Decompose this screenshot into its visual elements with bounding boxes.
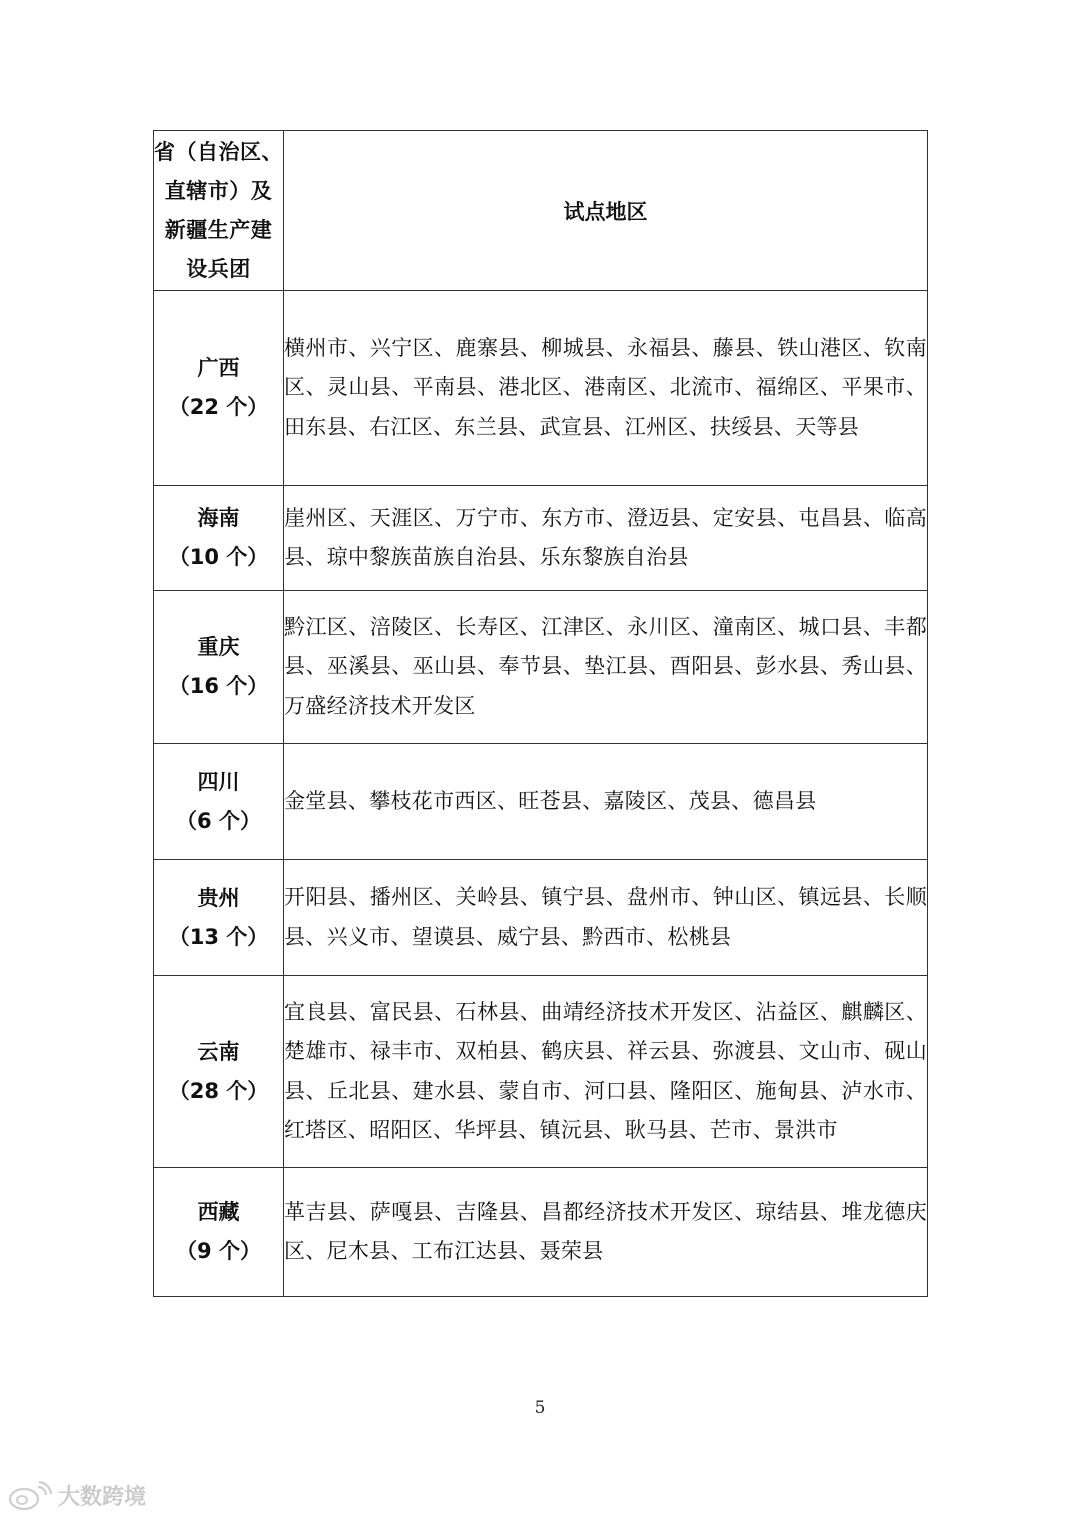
province-cell (154, 860, 284, 976)
province-name: 西藏 (197, 1200, 240, 1224)
pilot-areas-cell: 金堂县、攀枝花市西区、旺苍县、嘉陵区、茂县、德昌县 (284, 744, 928, 860)
area-column-header: 试点地区 (284, 131, 928, 291)
province-count: （13 个） (168, 924, 269, 949)
province-cell (154, 291, 284, 486)
province-cell (154, 591, 284, 744)
province-cell (154, 1168, 284, 1297)
pilot-areas-cell: 开阳县、播州区、关岭县、镇宁县、盘州市、钟山区、镇远县、长顺县、兴义市、望谟县、威宁县、黔西市、松桃县 (284, 860, 928, 976)
province-header-line: 设兵团 (186, 256, 251, 281)
pilot-areas-cell: 宜良县、富民县、石林县、曲靖经济技术开发区、沾益区、麒麟区、楚雄市、禄丰市、双柏县、鹤庆县、祥云县、弥渡县、文山市、砚山县、丘北县、建水县、蒙自市、河口县、隆阳区、施甸县、泸水市、红塔区、昭阳区、华坪县、镇沅县、耿马县、芒市、景洪市 (284, 976, 928, 1168)
table-row (154, 976, 928, 1168)
watermark (8, 1480, 146, 1511)
province-cell (154, 744, 284, 860)
province-header-line: 省（自治区、 (154, 139, 283, 164)
table-row (154, 860, 928, 976)
pilot-areas-table (153, 130, 928, 1297)
province-count: （28 个） (168, 1078, 269, 1103)
province-name: 重庆 (197, 635, 240, 659)
province-name: 海南 (197, 506, 240, 530)
province-count: （16 个） (168, 674, 269, 698)
province-column-header (154, 131, 284, 291)
weibo-logo-icon (8, 1481, 52, 1511)
province-cell (154, 976, 284, 1168)
province-name: 云南 (197, 1039, 240, 1064)
table-row (154, 744, 928, 860)
province-header-line: 新疆生产建 (164, 217, 273, 242)
province-count: （6 个） (176, 808, 261, 833)
province-name: 广西 (197, 356, 240, 380)
province-count: （9 个） (176, 1239, 261, 1263)
province-count: （10 个） (168, 545, 269, 569)
province-count: （22 个） (168, 395, 269, 419)
province-name: 四川 (197, 769, 240, 794)
pilot-areas-cell: 革吉县、萨嘎县、吉隆县、昌都经济技术开发区、琼结县、堆龙德庆区、尼木县、工布江达县、聂荣县 (284, 1168, 928, 1297)
table-row (154, 1168, 928, 1297)
pilot-areas-cell: 横州市、兴宁区、鹿寨县、柳城县、永福县、藤县、铁山港区、钦南区、灵山县、平南县、港北区、港南区、北流市、福绵区、平果市、田东县、右江区、东兰县、武宣县、江州区、扶绥县、天等县 (284, 291, 928, 486)
province-cell (154, 486, 284, 591)
page-number: 5 (534, 1398, 546, 1418)
watermark-text: 大数跨境 (58, 1485, 147, 1510)
pilot-areas-cell: 黔江区、涪陵区、长寿区、江津区、永川区、潼南区、城口县、丰都县、巫溪县、巫山县、奉节县、垫江县、酉阳县、彭水县、秀山县、万盛经济技术开发区 (284, 591, 928, 744)
province-header-line: 直辖市）及 (164, 178, 273, 203)
table-row (154, 291, 928, 486)
table-row (154, 486, 928, 591)
table-row (154, 591, 928, 744)
province-name: 贵州 (197, 885, 240, 910)
pilot-areas-cell: 崖州区、天涯区、万宁市、东方市、澄迈县、定安县、屯昌县、临高县、琼中黎族苗族自治县、乐东黎族自治县 (284, 486, 928, 591)
table-header-row (154, 131, 928, 291)
